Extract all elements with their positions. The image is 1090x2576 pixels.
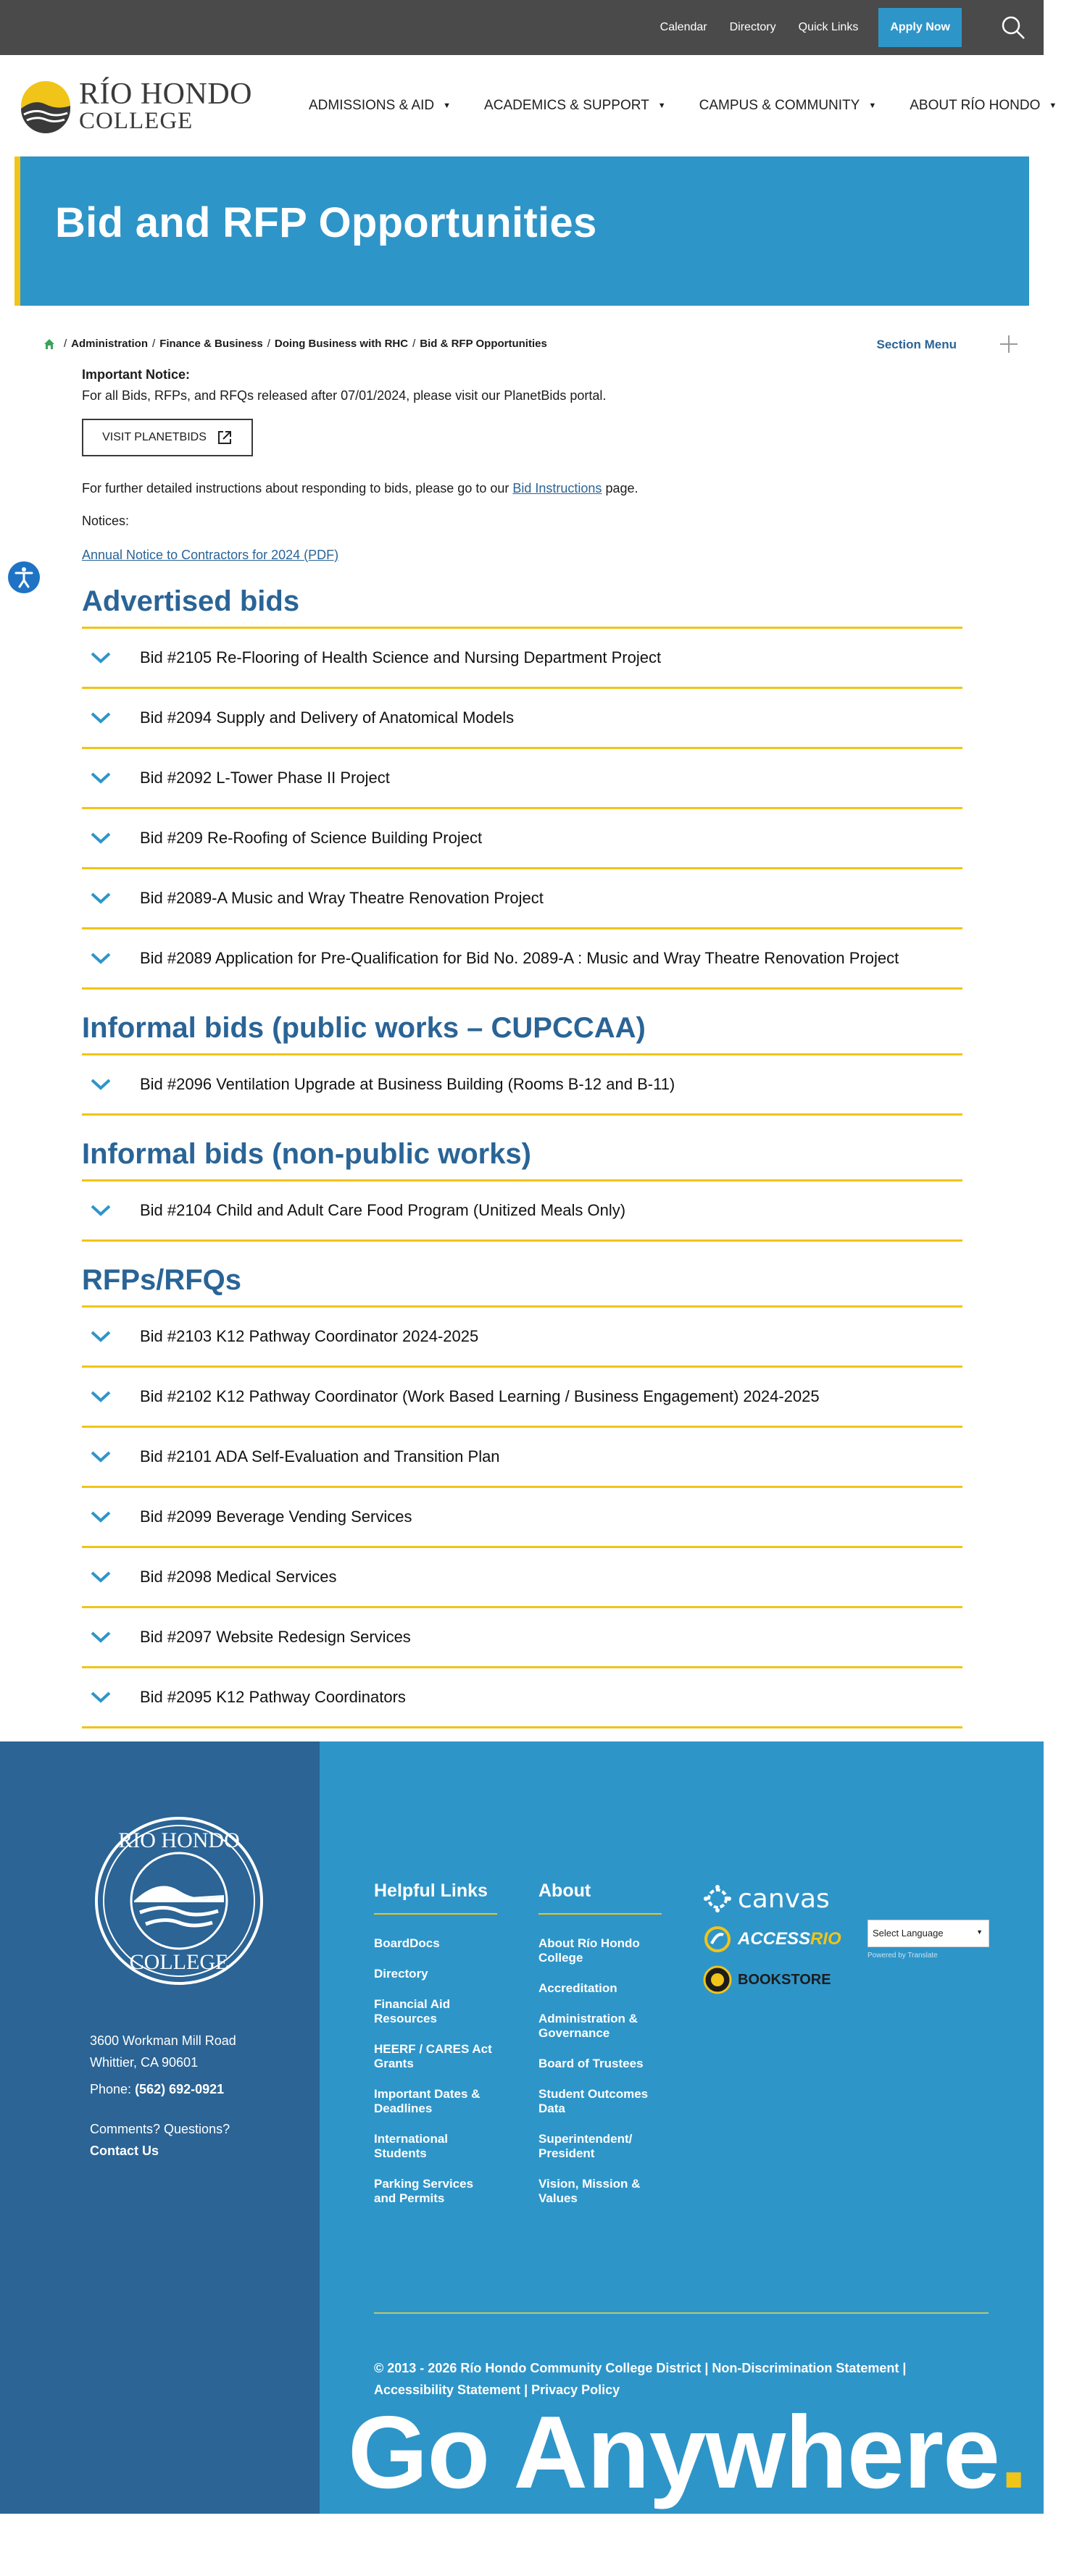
- annual-notice-link[interactable]: Annual Notice to Contractors for 2024 (PDF): [82, 548, 339, 562]
- bookstore-icon: [703, 1965, 732, 1994]
- section-menu-button[interactable]: Section Menu: [876, 338, 957, 351]
- bookstore-link[interactable]: [703, 1965, 841, 1995]
- powered-by-translate: Powered by Translate: [868, 1952, 938, 1960]
- nav-campus-community[interactable]: [699, 98, 877, 114]
- accordion-item[interactable]: [82, 1608, 962, 1668]
- canvas-link[interactable]: [703, 1883, 841, 1914]
- chevron-down-icon: [89, 951, 112, 966]
- accordion-list: [82, 627, 962, 990]
- accordion-item[interactable]: [82, 1308, 962, 1368]
- section-heading: RFPs/RFQs: [82, 1264, 242, 1296]
- notice-text: For all Bids, RFPs, and RFQs released after 07/01/2024, please visit our PlanetBids portal.: [82, 388, 607, 403]
- accordion-label: Bid #2104 Child and Adult Care Food Program (Unitized Meals Only): [140, 1201, 626, 1219]
- instructions-post: page.: [602, 481, 638, 495]
- chevron-down-icon: [89, 1389, 112, 1404]
- breadcrumb-separator: /: [412, 338, 416, 350]
- accordion-label: Bid #2101 ADA Self-Evaluation and Transition Plan: [140, 1447, 500, 1465]
- address-line-1: 3600 Workman Mill Road: [90, 2033, 236, 2048]
- helpful-link[interactable]: Parking Services and Permits: [374, 2177, 474, 2205]
- caret-down-icon: ▼: [976, 1928, 983, 1936]
- caret-down-icon: ▼: [443, 101, 452, 110]
- accessrio-label: [738, 1929, 841, 1949]
- college-seal-logo: [93, 1815, 265, 1986]
- logo-text: [79, 79, 252, 133]
- about-link[interactable]: Accreditation: [538, 1981, 617, 1995]
- primary-menu: [309, 55, 1090, 156]
- home-icon[interactable]: [43, 338, 55, 350]
- breadcrumb-separator: /: [152, 338, 156, 350]
- breadcrumb-separator: /: [267, 338, 270, 350]
- accordion-item[interactable]: [82, 689, 962, 749]
- chevron-down-icon: [89, 1570, 112, 1584]
- accessrio-label-1: ACCESS: [738, 1929, 811, 1949]
- hero-banner: [14, 156, 1029, 306]
- nav-about[interactable]: [910, 98, 1057, 114]
- accordion-label: Bid #2098 Medical Services: [140, 1568, 337, 1586]
- nav-label: CAMPUS & COMMUNITY: [699, 98, 860, 113]
- accordion-item[interactable]: [82, 749, 962, 809]
- nav-label: ACADEMICS & SUPPORT: [484, 98, 649, 113]
- directory-link[interactable]: Directory: [729, 21, 776, 33]
- about-link[interactable]: Vision, Mission & Values: [538, 2177, 641, 2205]
- legal-links: [374, 2312, 989, 2401]
- accordion-item[interactable]: [82, 929, 962, 990]
- helpful-link[interactable]: Directory: [374, 1967, 428, 1981]
- chevron-down-icon: [89, 1510, 112, 1524]
- phone-number[interactable]: (562) 692-0921: [135, 2082, 225, 2096]
- utility-links: [638, 0, 962, 55]
- instructions-pre: For further detailed instructions about responding to bids, please go to our: [82, 481, 513, 495]
- canvas-icon: [703, 1884, 732, 1913]
- chevron-down-icon: [89, 711, 112, 725]
- nav-label: ABOUT RÍO HONDO: [910, 98, 1041, 113]
- about-column: [538, 1881, 662, 2222]
- logo-mark-icon: [20, 80, 72, 132]
- helpful-links-column: [374, 1881, 497, 2222]
- plus-icon[interactable]: [998, 333, 1020, 355]
- section-heading: Advertised bids: [82, 585, 300, 617]
- contact-us-link[interactable]: Contact Us: [90, 2144, 159, 2158]
- nav-academics-support[interactable]: [484, 98, 666, 114]
- comments-text: Comments? Questions?: [90, 2122, 230, 2136]
- breadcrumb: [43, 338, 547, 350]
- notices-label: Notices:: [82, 514, 130, 528]
- about-link[interactable]: Board of Trustees: [538, 2057, 644, 2070]
- chevron-down-icon: [89, 1329, 112, 1344]
- footer-left-panel: [0, 1741, 320, 2514]
- chevron-down-icon: [89, 1077, 112, 1092]
- caret-down-icon: ▼: [657, 101, 666, 110]
- breadcrumb-doing-business[interactable]: Doing Business with RHC: [274, 338, 409, 350]
- tagline-text: Go Anywhere: [348, 2395, 1000, 2510]
- utility-bar: [0, 0, 1044, 55]
- footer-address: [90, 2030, 236, 2073]
- chevron-down-icon: [89, 1450, 112, 1464]
- helpful-link[interactable]: International Students: [374, 2132, 449, 2160]
- accordion-label: Bid #2089-A Music and Wray Theatre Renovation Project: [140, 889, 544, 907]
- accordion-label: Bid #2092 L-Tower Phase II Project: [140, 769, 390, 787]
- accordion-item[interactable]: [82, 1548, 962, 1608]
- notice-title: Important Notice:: [82, 367, 191, 382]
- accordion-item[interactable]: [82, 1668, 962, 1728]
- svg-text:RÍO HONDO: RÍO HONDO: [118, 1828, 240, 1852]
- accordion-label: Bid #2089 Application for Pre-Qualification for Bid No. 2089-A : Music and Wray Theatre Renovation Project: [140, 949, 899, 967]
- page-title: Bid and RFP Opportunities: [55, 199, 597, 246]
- college-logo[interactable]: [20, 71, 252, 141]
- accordion-list: [82, 1305, 962, 1728]
- bookstore-label: BOOKSTORE: [738, 1971, 831, 1988]
- accordion-list: [82, 1179, 962, 1242]
- accordion-item[interactable]: [82, 629, 962, 689]
- apply-now-button[interactable]: Apply Now: [878, 8, 962, 47]
- footer-comments: [90, 2118, 230, 2162]
- section-heading: Informal bids (public works – CUPCCAA): [82, 1012, 646, 1044]
- site-footer: [0, 1741, 1044, 2514]
- helpful-link[interactable]: HEERF / CARES Act Grants: [374, 2042, 492, 2070]
- legal-line-1[interactable]: © 2013 - 2026 Río Hondo Community College District | Non-Discrimination Statement |: [374, 2361, 907, 2375]
- calendar-link[interactable]: Calendar: [660, 21, 707, 33]
- logo-line-2: COLLEGE: [79, 107, 194, 134]
- hero-wrapper: [0, 156, 1044, 313]
- language-select[interactable]: [868, 1920, 989, 1947]
- helpful-link[interactable]: BoardDocs: [374, 1936, 440, 1950]
- accordion-item[interactable]: [82, 1488, 962, 1548]
- about-links-list: [538, 1936, 662, 2206]
- about-link[interactable]: About Río Hondo College: [538, 1936, 640, 1965]
- accordion-label: Bid #2095 K12 Pathway Coordinators: [140, 1688, 406, 1706]
- accordion-label: Bid #2096 Ventilation Upgrade at Business Building (Rooms B-12 and B-11): [140, 1075, 675, 1093]
- accordion-label: Bid #209 Re-Roofing of Science Building Project: [140, 829, 483, 847]
- accordion-item[interactable]: [82, 869, 962, 929]
- helpful-link[interactable]: Financial Aid Resources: [374, 1997, 451, 2025]
- accessrio-link[interactable]: [703, 1924, 841, 1954]
- svg-text:COLLEGE: COLLEGE: [129, 1950, 229, 1974]
- accordion-list: [82, 1053, 962, 1116]
- accordion-label: Bid #2094 Supply and Delivery of Anatomical Models: [140, 708, 515, 727]
- accordion-item[interactable]: [82, 809, 962, 869]
- accordion-label: Bid #2097 Website Redesign Services: [140, 1628, 411, 1646]
- accordion-label: Bid #2103 K12 Pathway Coordinator 2024-2025: [140, 1327, 479, 1345]
- chevron-down-icon: [89, 651, 112, 665]
- accordion-item[interactable]: [82, 1182, 962, 1242]
- quick-links-menu[interactable]: Quick Links: [798, 21, 859, 33]
- accordion-label: Bid #2099 Beverage Vending Services: [140, 1507, 412, 1526]
- logo-line-1: RÍO HONDO: [79, 77, 252, 111]
- accordion-label: Bid #2102 K12 Pathway Coordinator (Work Based Learning / Business Engagement) 2024-2025: [140, 1387, 820, 1405]
- search-icon[interactable]: [1000, 14, 1026, 41]
- breadcrumb-administration[interactable]: Administration: [71, 338, 149, 350]
- bid-sections: [82, 576, 1044, 1728]
- accordion-item[interactable]: [82, 1055, 962, 1116]
- instructions-text: [82, 481, 1044, 496]
- legal-line-2[interactable]: Accessibility Statement | Privacy Policy: [374, 2383, 620, 2397]
- helpful-links-heading: Helpful Links: [374, 1881, 497, 1915]
- helpful-links-list: [374, 1936, 497, 2206]
- canvas-label: canvas: [738, 1883, 830, 1914]
- planetbids-label: VISIT PLANETBIDS: [102, 431, 207, 443]
- accessrio-icon: [703, 1925, 732, 1954]
- phone-label: Phone:: [90, 2082, 136, 2096]
- chevron-down-icon: [89, 771, 112, 785]
- caret-down-icon: ▼: [1049, 101, 1057, 110]
- main-content: [0, 367, 1044, 1728]
- about-link[interactable]: Superintendent/ President: [538, 2132, 633, 2160]
- footer-phone: [90, 2082, 224, 2097]
- accordion-item[interactable]: [82, 1368, 962, 1428]
- about-heading: About: [538, 1881, 662, 1915]
- about-link[interactable]: Student Outcomes Data: [538, 2087, 649, 2115]
- section-heading: Informal bids (non-public works): [82, 1138, 531, 1170]
- chevron-down-icon: [89, 891, 112, 906]
- breadcrumb-current: Bid & RFP Opportunities: [420, 338, 547, 350]
- chevron-down-icon: [89, 1630, 112, 1644]
- nav-label: ADMISSIONS & AID: [309, 98, 435, 113]
- about-link[interactable]: Administration & Governance: [538, 2012, 638, 2040]
- address-line-2: Whittier, CA 90601: [90, 2055, 199, 2070]
- chevron-down-icon: [89, 1203, 112, 1218]
- tagline-dot: .: [999, 2395, 1028, 2510]
- breadcrumb-row: [0, 313, 1044, 364]
- external-link-icon: [217, 430, 233, 446]
- language-select-value: Select Language: [873, 1928, 944, 1939]
- accordion-label: Bid #2105 Re-Flooring of Health Science and Nursing Department Project: [140, 648, 662, 666]
- helpful-link[interactable]: Important Dates & Deadlines: [374, 2087, 480, 2115]
- accordion-item[interactable]: [82, 1428, 962, 1488]
- bid-instructions-link[interactable]: Bid Instructions: [512, 481, 602, 495]
- chevron-down-icon: [89, 831, 112, 845]
- chevron-down-icon: [89, 1690, 112, 1705]
- accessibility-icon[interactable]: [8, 561, 40, 593]
- visit-planetbids-button[interactable]: [82, 419, 253, 456]
- accessrio-label-2: RIO: [810, 1929, 841, 1949]
- quick-access-logos: [703, 1883, 841, 2005]
- main-nav: [0, 55, 1057, 156]
- footer-tagline: [348, 2393, 1028, 2512]
- breadcrumb-finance-business[interactable]: Finance & Business: [159, 338, 263, 350]
- breadcrumb-separator: /: [64, 338, 67, 350]
- caret-down-icon: ▼: [868, 101, 877, 110]
- nav-admissions-aid[interactable]: [309, 98, 451, 114]
